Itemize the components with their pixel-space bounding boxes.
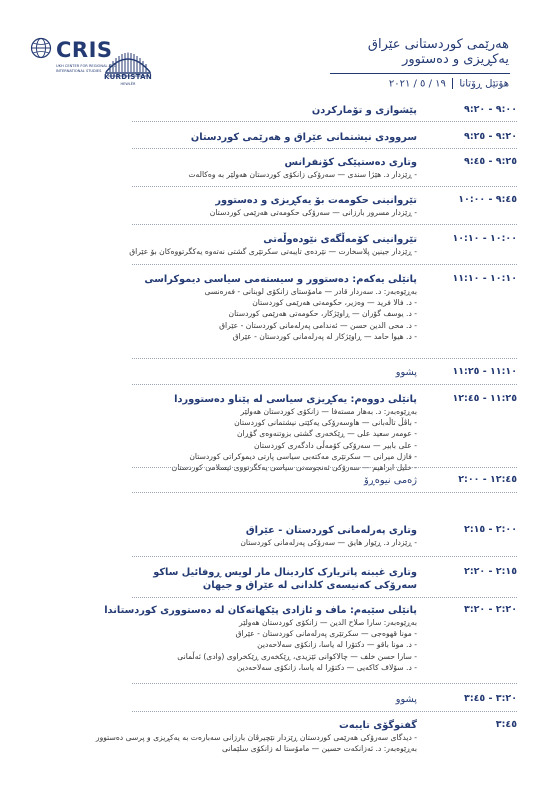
date: ١٩ / ٥ / ٢٠٢١ (388, 78, 446, 90)
divider (132, 148, 517, 149)
agenda-time: ٩:٠٠ - ٩:٢٠ (464, 104, 517, 115)
date-venue-separator (452, 78, 454, 89)
agenda-title: تێروانینی کۆمەڵگەی نێودەوڵەتی (263, 234, 417, 245)
divider (132, 186, 517, 187)
agenda-time: ١٠:١٠ - ١١:١٠ (452, 273, 517, 284)
speaker-line: - عومەر سعید علی — ڕێکخەری گشتی بزوتنەوەی گۆڕان (236, 429, 417, 439)
divider (132, 597, 517, 598)
agenda-time: ٩:٤٥ - ١٠:٠٠ (458, 194, 517, 205)
agenda-time: ٣:٢٠ - ٣:٤٥ (464, 693, 517, 704)
divider (132, 683, 517, 684)
agenda-time: ٢:٠٠ - ٢:١٥ (464, 524, 517, 535)
speaker-line: - د. هیوا حامد — ڕاوێژکار لە پەرلەمانی کوردستان - عێراق (232, 331, 417, 341)
agenda-title: وتاری دەستپێکی کۆنفرانس (284, 157, 417, 168)
agenda-title: وتاری پەرلەمانی کوردستان - عێراق (245, 525, 417, 536)
agenda-title: پشوو (395, 367, 417, 378)
cris-globe-icon (30, 37, 52, 59)
venue: هۆتێل ڕۆتانا (459, 78, 509, 90)
speaker-line: - د. سۆلاف کاکەیی — دکتۆرا لە یاسا، زانکۆی سەلاحەدین (236, 662, 417, 672)
cris-subtitle: UKH CENTER FOR REGIONAL AND INTERNATIONAL STUDIES (56, 64, 117, 73)
agenda-time: ١١:٢٥ - ١٢:٤٥ (452, 393, 517, 404)
agenda-title: پانێلی سێیەم: ماف و ئازادی پێکهاتەکان لە دەستووری کوردستاندا (104, 605, 417, 616)
moderator-line: بەڕێوەبەر: سارا صلاح الدین — زانکۆی کوردستان هەولێر (239, 618, 417, 627)
divider (132, 264, 517, 265)
agenda-time: ٩:٢٠ - ٩:٢٥ (464, 131, 517, 142)
agenda-time: ٣:٤٥ (495, 719, 517, 730)
speaker-line: - د. فالا فرید — وەزیر، حکومەتی هەرێمی کوردستان (252, 298, 417, 308)
agenda-time: ٩:٢٥ - ٩:٤٥ (464, 156, 517, 167)
speaker-line: - د. یوسف گۆران — ڕاوێژکار، حکومەتی هەرێمی کوردستان (228, 309, 417, 319)
divider (132, 467, 517, 468)
cris-logo: CRIS (56, 38, 113, 62)
divider (132, 556, 517, 557)
conference-title (368, 37, 509, 67)
divider (132, 384, 517, 385)
speaker-line: - د. مونا باقو — دکتۆرا لە یاسا، زانکۆی سەلاحەدین (257, 640, 417, 650)
speaker-line: - فازل میرانی — سکرتێری مەکتەبی سیاسی پارتی دیموکراتی کوردستان (189, 451, 417, 461)
moderator-line: بەڕێوەبەر: د. سەردار قادر — مامۆستای زانکۆی لوبنانی - فەرەنسی (204, 287, 417, 296)
agenda-time: ٢:٢٠ - ٣:٢٠ (464, 604, 517, 615)
divider (132, 492, 517, 493)
agenda-title: سروودی نیشتمانی عێراق و هەرێمی کوردستان (190, 132, 417, 143)
divider (132, 358, 517, 359)
speaker-line: - ڕێزدار مسرور بارزانی — سەرۆکی حکومەتی هەرێمی کوردستان (209, 208, 417, 217)
agenda-title: پشوو (395, 694, 417, 705)
university-subtitle: HEWLÊR (120, 82, 136, 86)
agenda-title: وتاری غیبتە پاتریارک کاردینال مار لویس ڕوفائیل ساکو (153, 567, 417, 578)
date-venue-line (389, 78, 509, 90)
agenda-title: پانێلی دووەم: یەکڕیزی سیاسی لە پێناو دەستووردا (174, 394, 417, 405)
divider (132, 711, 517, 712)
moderator-line: بەڕێوەبەر: د. بەهار مستەفا — زانکۆی کوردستان هەولێر (240, 407, 417, 416)
speaker-line: - ڕێزدار د. ڕێوار هایق — سەرۆکی پەرلەمانی کوردستان (240, 538, 417, 547)
title-line-1: هەرێمی کوردستانی عێراق (367, 37, 509, 52)
agenda-time: ٢:١٥ - ٢:٢٠ (464, 566, 517, 577)
divider (132, 224, 517, 225)
speaker-line: - مونا قهوەجی — سکرتێری پەرلەمانی کوردستان - عێراق (235, 629, 417, 639)
agenda-subtitle: سەرۆکی کەنیسەی کلدانی لە عێراق و جیهان (202, 580, 417, 591)
speaker-line: - د. محی الدین حسن — ئەندامی پەرلەمانی کوردستان - عێراق (219, 320, 417, 330)
title-divider (330, 73, 510, 74)
moderator-line: بەڕێوەبەر: د. ئەزانکەت حسین — مامۆستا لە زانکۆی سلێمانی (222, 744, 417, 754)
agenda-time: ١١:١٠ - ١١:٢٥ (452, 366, 517, 377)
university-name: KURDISTAN (103, 73, 153, 81)
speaker-line: - دیدگای سەرۆکی هەرێمی کوردستان ڕێزدار نێچیرڤان بارزانی سەبارەت بە یەکڕیزی و پرسی دەستوور (95, 733, 417, 742)
agenda-title: گفتوگۆی تایبەت (339, 720, 417, 731)
agenda-time: ١٠:٠٠ - ١٠:١٠ (452, 233, 517, 244)
speaker-line: - علی بابیر — سەرۆکی کۆمەڵی دادگەری کوردستان (254, 440, 417, 450)
agenda-title: پێشوازی و تۆمارکردن (311, 105, 417, 116)
title-line-2: یەکڕیزی و دەستوور (402, 52, 509, 67)
agenda-title: پانێلی یەکەم: دەستوور و سیستەمی سیاسی دیموکراسی (144, 274, 417, 285)
speaker-line: - سارا حسن خلف — چالاکوانی ئێزیدی، ڕێکخەری ڕێکخراوی (وادی) ئەڵمانی (177, 651, 417, 661)
agenda-title: ژەمی نیوەڕۆ (364, 475, 417, 486)
speaker-line: - خلیل ابراهیم — سەرۆکی ئەنجومەنی سیاسی یەکگرتووی ئیسلامی کوردستان (171, 463, 417, 473)
header (0, 0, 549, 100)
speaker-line: - باڤڵ تاڵەبانی — هاوسەرۆکی یەکێتی نیشتمانی کوردستان (234, 418, 417, 428)
agenda-time: ١٢:٤٥ - ٢:٠٠ (458, 474, 517, 485)
divider (132, 121, 517, 122)
speaker-line: - ڕێزدار جینین پلاسخارت — نێردەی تایبەتی سکرتێری گشتی نەتەوە یەکگرتووەکان بۆ عێراق (129, 247, 417, 256)
agenda-title: تێروانینی حکومەت بۆ یەکڕیزی و دەستوور (215, 195, 417, 206)
speaker-line: - ڕێزدار د. هێژا سندی — سەرۆکی زانکۆی کوردستان هەولێر بە وەکالەت (188, 170, 417, 179)
